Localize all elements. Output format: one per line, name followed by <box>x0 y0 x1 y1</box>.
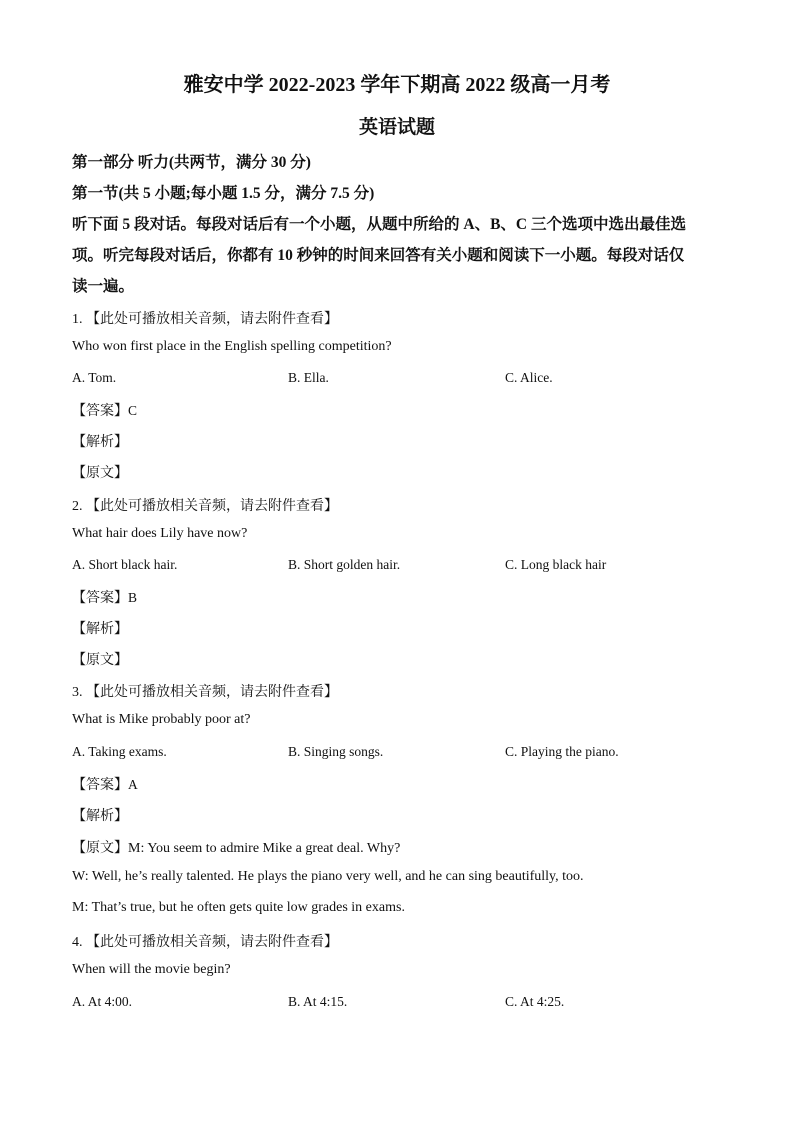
answer-label: 【答案】 <box>72 778 128 793</box>
transcript-line-3: M: That’s true, but he often gets quite low grades in exams. <box>72 900 405 915</box>
question-2-transcript-label: 【原文】 <box>72 653 128 668</box>
audio-placeholder: 【此处可播放相关音频，请去附件查看】 <box>86 312 338 327</box>
question-3-answer <box>72 774 138 794</box>
question-2-analysis-label: 【解析】 <box>72 622 128 637</box>
audio-placeholder: 【此处可播放相关音频，请去附件查看】 <box>86 685 338 700</box>
question-3-header <box>72 681 338 701</box>
transcript-line-1: M: You seem to admire Mike a great deal. Why? <box>128 841 401 856</box>
question-number: 2. <box>72 499 83 514</box>
question-1-option-a: A. Tom. <box>72 370 117 385</box>
audio-placeholder: 【此处可播放相关音频，请去附件查看】 <box>86 499 338 514</box>
question-1-answer <box>72 400 137 420</box>
question-4-option-b: B. At 4:15. <box>288 994 348 1009</box>
question-3-option-b: B. Singing songs. <box>288 744 384 759</box>
question-2-header <box>72 495 338 515</box>
exam-title: 雅安中学 2022-2023 学年下期高 2022 级高一月考 <box>183 74 611 96</box>
question-number: 3. <box>72 685 83 700</box>
transcript-label: 【原文】 <box>72 841 128 856</box>
question-4-option-a: A. At 4:00. <box>72 994 133 1009</box>
question-1-text: Who won first place in the English spelling competition? <box>72 339 392 354</box>
question-1-transcript-label: 【原文】 <box>72 466 128 481</box>
answer-value: C <box>128 403 138 418</box>
audio-placeholder: 【此处可播放相关音频，请去附件查看】 <box>86 935 338 950</box>
question-2-text: What hair does Lily have now? <box>72 526 248 541</box>
question-2-answer <box>72 587 137 607</box>
question-3-option-a: A. Taking exams. <box>72 744 167 759</box>
question-4-text: When will the movie begin? <box>72 962 231 977</box>
answer-value: A <box>128 777 138 792</box>
question-2-option-c: C. Long black hair <box>505 557 607 572</box>
question-2-option-b: B. Short golden hair. <box>288 557 401 572</box>
question-3-transcript <box>72 837 400 857</box>
part-heading: 第一部分 听力(共两节，满分 30 分) <box>72 154 311 171</box>
question-1-header <box>72 308 338 328</box>
question-2-option-a: A. Short black hair. <box>72 557 178 572</box>
question-1-option-b: B. Ella. <box>288 370 329 385</box>
instructions-line-1: 听下面 5 段对话。每段对话后有一个小题，从题中所给的 A、B、C 三个选项中选出最佳选 <box>72 216 686 233</box>
section-heading: 第一节(共 5 小题;每小题 1.5 分，满分 7.5 分) <box>72 185 375 202</box>
question-4-header <box>72 931 338 951</box>
instructions-line-3: 读一遍。 <box>72 278 135 295</box>
instructions-line-2: 项。听完每段对话后，你都有 10 秒钟的时间来回答有关小题和阅读下一小题。每段对话仅 <box>72 247 685 264</box>
question-3-option-c: C. Playing the piano. <box>505 744 619 759</box>
question-number: 1. <box>72 312 83 327</box>
question-3-text: What is Mike probably poor at? <box>72 712 251 727</box>
question-1-analysis-label: 【解析】 <box>72 435 128 450</box>
answer-value: B <box>128 590 138 605</box>
question-1-option-c: C. Alice. <box>505 370 553 385</box>
question-3-analysis-label: 【解析】 <box>72 809 128 824</box>
answer-label: 【答案】 <box>72 591 128 606</box>
question-number: 4. <box>72 935 83 950</box>
exam-subtitle: 英语试题 <box>358 117 435 138</box>
transcript-line-2: W: Well, he’s really talented. He plays the piano very well, and he can sing beautifully, too. <box>72 869 584 884</box>
question-4-option-c: C. At 4:25. <box>505 994 565 1009</box>
answer-label: 【答案】 <box>72 404 128 419</box>
